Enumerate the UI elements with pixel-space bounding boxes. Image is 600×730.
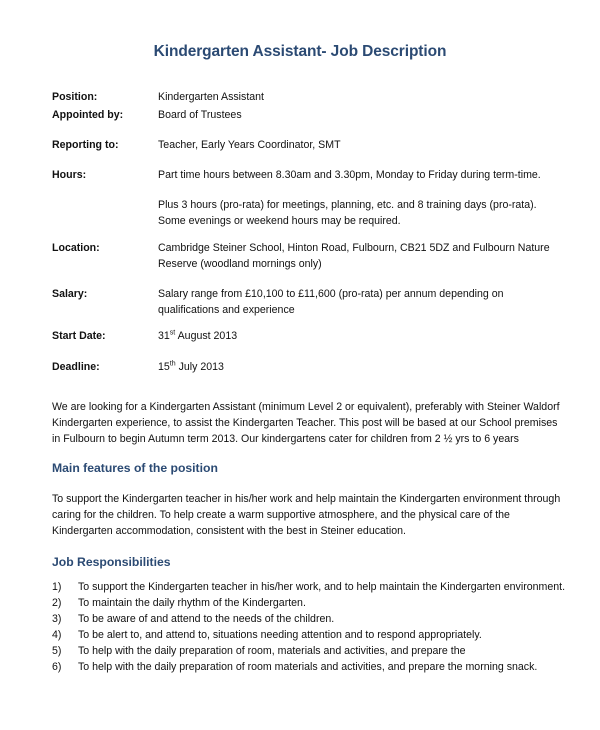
hours-extra-value: Plus 3 hours (pro-rata) for meetings, planning, etc. and 8 training days (pro-rata). Some evenings or weekend hours may be required. [158,199,537,227]
list-item [52,643,572,659]
responsibilities-heading: Job Responsibilities [52,555,171,569]
list-item-number: 5) [52,645,62,657]
salary-value: Salary range from £10,100 to £11,600 (pro-rata) per annum depending on qualifications and experience [158,288,504,316]
salary-label: Salary: [52,288,88,300]
list-item-number: 1) [52,581,62,593]
start-date-rest: August 2013 [175,330,238,342]
start-date-suffix: st [169,329,176,337]
deadline-rest: July 2013 [175,361,224,373]
list-item-text: To maintain the daily rhythm of the Kindergarten. [78,597,306,609]
deadline-label: Deadline: [52,361,100,373]
deadline-day: 15 [158,361,170,373]
list-item [52,627,572,643]
intro-paragraph: We are looking for a Kindergarten Assistant (minimum Level 2 or equivalent), preferably with Steiner Waldorf Kindergarten experience, to assist the Kindergarten Teacher. This post will be based at our School premises in Fulbourn to begin Autumn term 2013. Our kindergartens cater for children from 2 ½ yrs to 6 years [52,401,560,445]
list-item [52,595,572,611]
list-item [52,659,572,675]
list-item-number: 2) [52,597,62,609]
main-features-paragraph: To support the Kindergarten teacher in his/her work and help maintain the Kindergarten environment through caring for the children. To help create a warm supportive atmosphere, and the physical care of the Kindergarten accommodation, consistent with the best in Steiner education. [52,493,561,537]
hours-label: Hours: [52,169,87,181]
list-item-number: 3) [52,613,62,625]
list-item [52,611,572,627]
list-item-text: To be aware of and attend to the needs of the children. [78,613,335,625]
responsibilities-list [52,579,572,675]
position-value: Kindergarten Assistant [158,91,264,103]
list-item-text: To support the Kindergarten teacher in his/her work, and to help maintain the Kindergarten environment. [78,581,566,593]
list-item-text: To help with the daily preparation of room, materials and activities, and prepare the [78,645,466,657]
location-label: Location: [52,242,100,254]
reporting-to-label: Reporting to: [52,139,119,151]
appointed-by-value: Board of Trustees [158,109,242,121]
list-item-number: 4) [52,629,62,641]
hours-value: Part time hours between 8.30am and 3.30pm, Monday to Friday during term-time. [158,169,541,181]
deadline-suffix: th [169,360,176,368]
list-item-text: To be alert to, and attend to, situations needing attention and to respond appropriately. [78,629,482,641]
reporting-to-value: Teacher, Early Years Coordinator, SMT [158,139,341,151]
location-value: Cambridge Steiner School, Hinton Road, Fulbourn, CB21 5DZ and Fulbourn Nature Reserve (woodland mornings only) [158,242,550,270]
start-date-label: Start Date: [52,330,106,342]
list-item-text: To help with the daily preparation of room materials and activities, and prepare the morning snack. [78,661,538,673]
start-date-day: 31 [158,330,170,342]
list-item [52,579,572,595]
list-item-number: 6) [52,661,62,673]
position-label: Position: [52,91,98,103]
appointed-by-label: Appointed by: [52,109,124,121]
deadline-value [158,359,568,375]
start-date-value [158,328,568,344]
main-features-heading: Main features of the position [52,461,218,475]
document-title: Kindergarten Assistant- Job Description [153,43,447,60]
